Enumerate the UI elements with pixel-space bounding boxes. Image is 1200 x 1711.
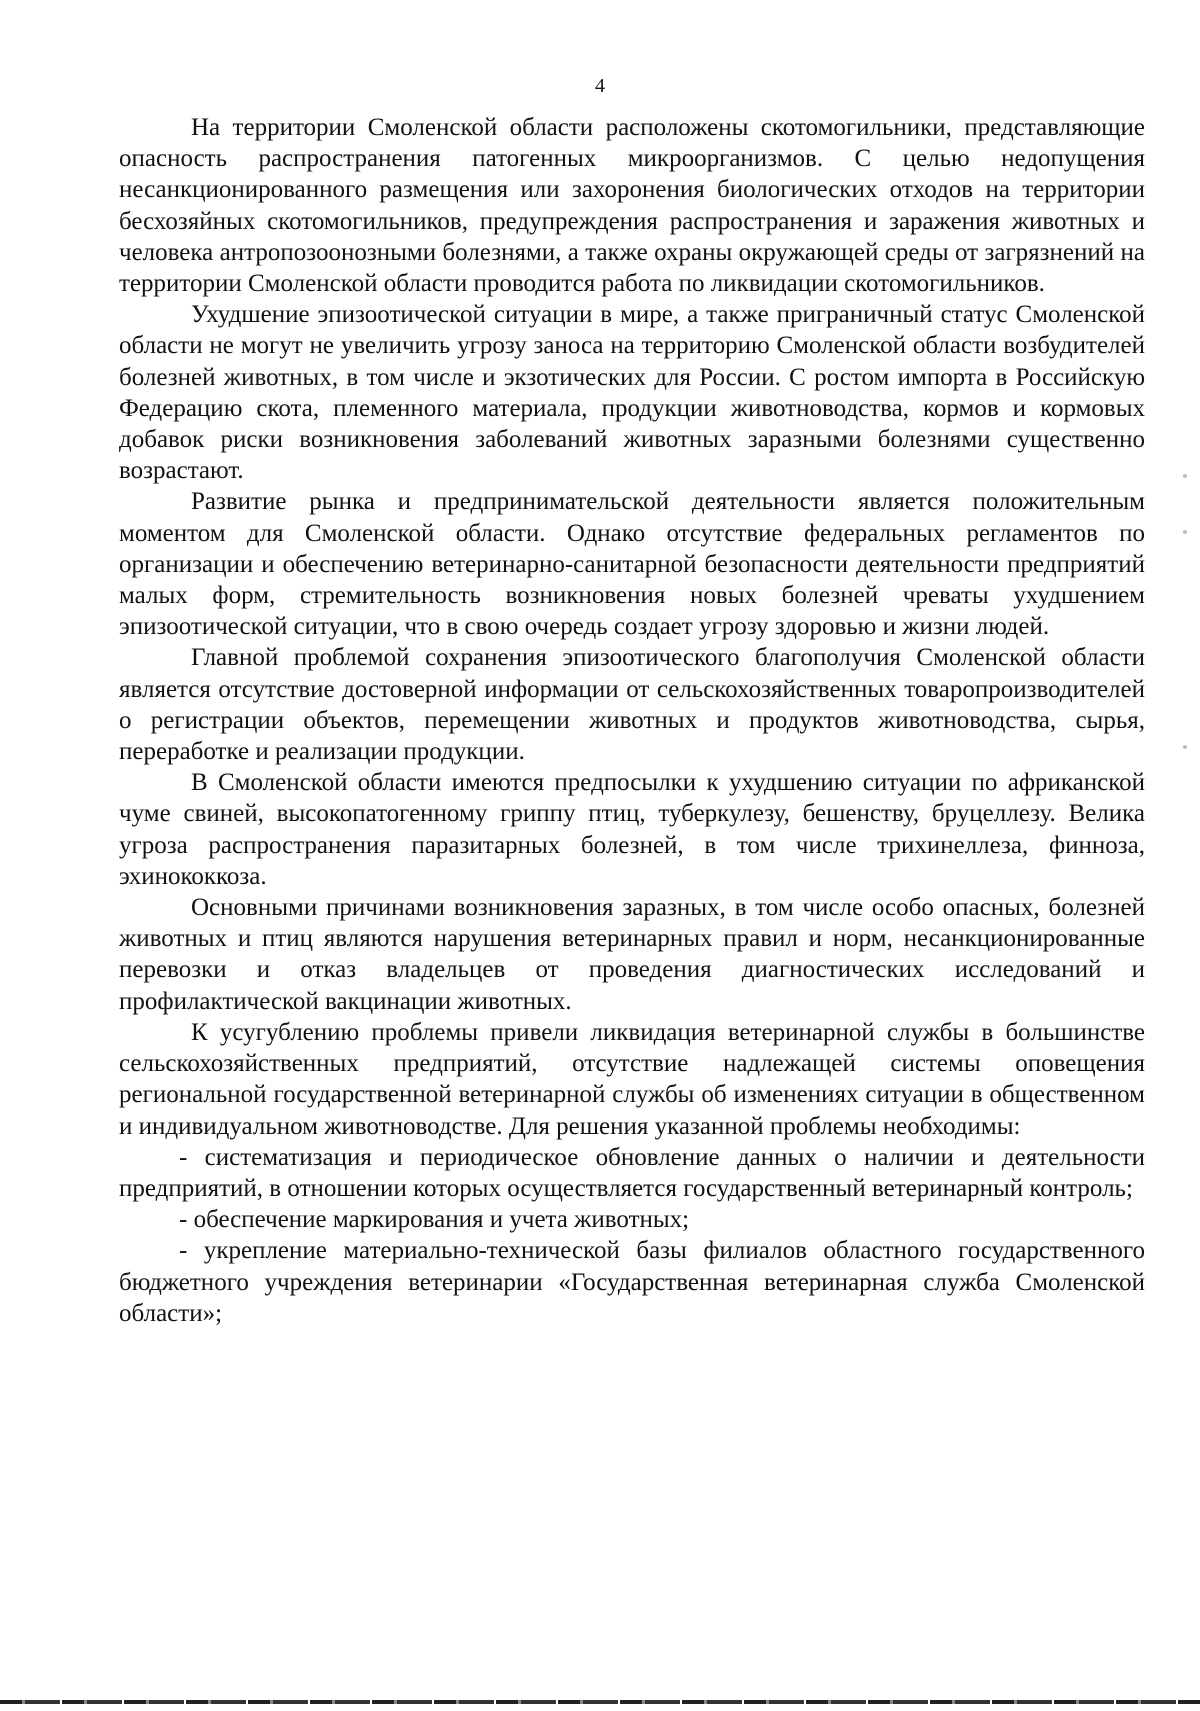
paragraph-problem-aggravation: К усугублению проблемы привели ликвидация ветеринарной службы в большинстве сельскохозяйственных предприятий, отсутствие надлежащей системы оповещения региональной государственной ветеринарной службы об изменениях ситуации в общественном и индивидуальном животноводстве. Для решения указанной проблемы необходимы: (119, 1018, 1145, 1140)
paragraph-disease-prerequisites: В Смоленской области имеются предпосылки к ухудшению ситуации по африканской чуме свиней, высокопатогенному гриппу птиц, туберкулезу, бешенству, бруцеллезу. Велика угроза распространения паразитарных болезней, в том числе трихинеллеза, финноза, эхинококкоза. (119, 769, 1145, 890)
scan-bottom-edge (0, 1700, 1200, 1704)
page-number: 4 (595, 75, 605, 97)
paragraph-market-development: Развитие рынка и предпринимательской деятельности является положительным моментом для Смоленской области. Однако отсутствие федеральных регламентов по организации и обеспечению ветеринарно-санитарной безопасности деятельности предприятий малых форм, стремительность возникновения новых болезней чреваты ухудшением эпизоотической ситуации, что в свою очередь создает угрозу здоровью и жизни людей. (119, 488, 1145, 641)
scan-speck (1183, 745, 1187, 749)
scan-speck (1183, 474, 1187, 478)
list-item-strengthening: - укрепление материально-технической базы филиалов областного государственного бюджетного учреждения ветеринарии «Государственная ветеринарная служба Смоленской области»; (119, 1237, 1145, 1327)
paragraph-main-causes: Основными причинами возникновения заразных, в том числе особо опасных, болезней животных и птиц являются нарушения ветеринарных правил и норм, несанкционированные перевозки и отказ владельцев от проведения диагностических исследований и профилактической вакцинации животных. (119, 894, 1145, 1015)
paragraph-main-problem: Главной проблемой сохранения эпизоотического благополучия Смоленской области является отсутствие достоверной информации от сельскохозяйственных товаропроизводителей о регистрации объектов, перемещении животных и продуктов животноводства, сырья, переработке и реализации продукции. (119, 644, 1145, 766)
list-item-systematization: - систематизация и периодическое обновление данных о наличии и деятельности предприятий, в отношении которых осуществляется государственный ветеринарный контроль; (119, 1143, 1145, 1202)
paragraph-cattle-burial-sites: На территории Смоленской области расположены скотомогильники, представляющие опасность распространения патогенных микроорганизмов. С целью недопущения несанкционированного размещения или захоронения биологических отходов на территории бесхозяйных скотомогильников, предупреждения распространения и заражения животных и человека антропозоонозными болезнями, а также охраны окружающей среды от загрязнений на территории Смоленской области проводится работа по ликвидации скотомогильников. (119, 114, 1145, 298)
document-body (119, 112, 1145, 1329)
scan-speck (1183, 530, 1187, 534)
paragraph-epizootic-situation: Ухудшение эпизоотической ситуации в мире, а также приграничный статус Смоленской области не могут не увеличить угрозу заноса на территорию Смоленской области возбудителей болезней животных, в том числе и экзотических для России. С ростом импорта в Российскую Федерацию скота, племенного материала, продукции животноводства, кормов и кормовых добавок риски возникновения заболеваний животных заразными болезнями существенно возрастают. (119, 301, 1145, 485)
list-item-marking: - обеспечение маркирования и учета животных; (179, 1206, 690, 1234)
